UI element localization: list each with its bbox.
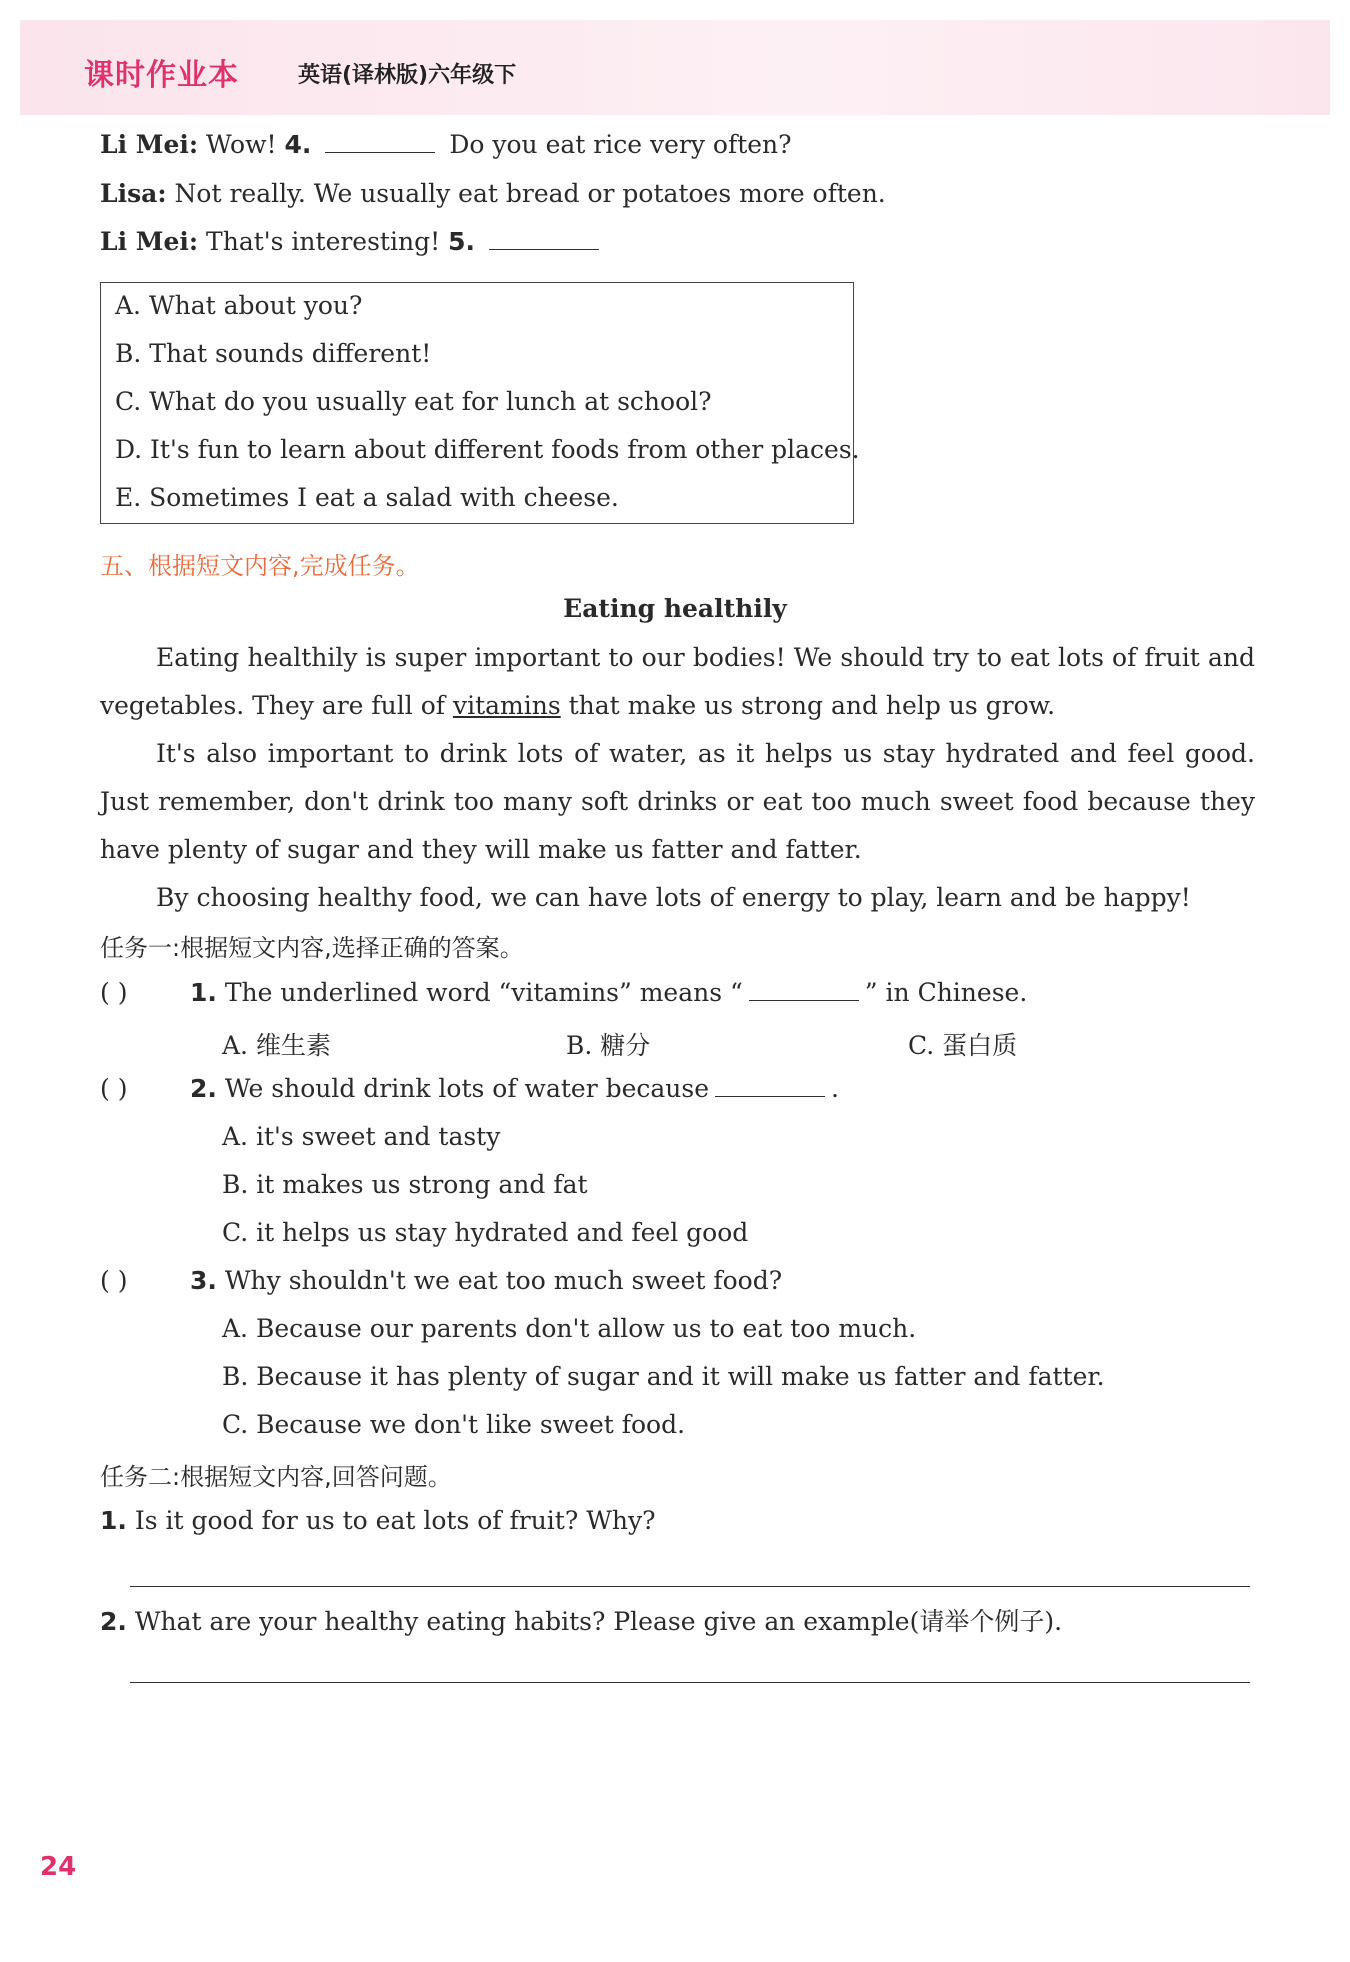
passage-text: Eating healthily is super important to our bodies! We should try to eat lots of fruit and vegetables. They are full of xyxy=(100,643,1255,720)
speaker-name: Li Mei: xyxy=(100,130,199,159)
options-box xyxy=(100,282,860,524)
option-e: E. Sometimes I eat a salad with cheese. xyxy=(115,483,619,512)
question-number: 2. xyxy=(100,1607,127,1636)
passage-paragraph-3: By choosing healthy food, we can have lots of energy to play, learn and be happy! xyxy=(156,883,1191,912)
passage xyxy=(100,634,1255,922)
task1-heading: 任务一:根据短文内容,选择正确的答案。 xyxy=(100,934,524,962)
passage-title: Eating healthily xyxy=(563,594,787,623)
dialogue-text: Do you eat rice very often? xyxy=(449,130,792,159)
question-text: What are your healthy eating habits? Please give an example(请举个例子). xyxy=(134,1607,1063,1636)
passage-text: that make us strong and help us grow. xyxy=(560,691,1056,720)
question-text: The underlined word “vitamins” means “ xyxy=(224,978,743,1007)
brand-title: 课时作业本 xyxy=(84,58,239,93)
page-number: 24 xyxy=(40,1852,77,1882)
dialogue-line-4 xyxy=(100,130,792,159)
q3-option-a: A. Because our parents don't allow us to eat too much. xyxy=(222,1314,917,1343)
option-a: A. What about you? xyxy=(115,291,363,320)
underlined-word: vitamins xyxy=(452,691,561,720)
q2-option-c: C. it helps us stay hydrated and feel good xyxy=(222,1218,749,1247)
question-text: Why shouldn't we eat too much sweet food? xyxy=(224,1266,783,1295)
question-number: 2. xyxy=(190,1074,217,1103)
answer-blank-q1[interactable] xyxy=(749,978,859,1001)
speaker-name: Li Mei: xyxy=(100,227,199,256)
option-d: D. It's fun to learn about different foods from other places. xyxy=(115,435,860,464)
answer-paren-2[interactable]: ( ) xyxy=(100,1074,128,1103)
question-number: 1. xyxy=(100,1506,127,1535)
answer-blank-4[interactable] xyxy=(325,130,435,153)
question-number: 3. xyxy=(190,1266,217,1295)
answer-line-1[interactable] xyxy=(130,1586,1250,1587)
question-1 xyxy=(190,978,1027,1007)
blank-number: 5. xyxy=(448,227,475,256)
passage-paragraph-2: It's also important to drink lots of water, as it helps us stay hydrated and feel good. Just remember, don't drink too many soft drinks or eat too much sweet food because they have plenty of sugar and they will make us fatter and fatter. xyxy=(100,739,1255,864)
q1-option-b: B. 糖分 xyxy=(566,1031,651,1060)
answer-paren-3[interactable]: ( ) xyxy=(100,1266,128,1295)
section-heading: 五、根据短文内容,完成任务。 xyxy=(100,552,420,580)
dialogue-text: Wow! xyxy=(206,130,277,159)
q1-option-a: A. 维生素 xyxy=(222,1031,331,1060)
q1-option-c: C. 蛋白质 xyxy=(908,1031,1018,1060)
dialogue-text: That's interesting! xyxy=(206,227,441,256)
passage-paragraph-1 xyxy=(100,634,1255,730)
question-number: 1. xyxy=(190,978,217,1007)
answer-blank-5[interactable] xyxy=(489,227,599,250)
subject-title: 英语(译林版)六年级下 xyxy=(298,63,517,88)
question-text: ” in Chinese. xyxy=(864,978,1028,1007)
answer-line-2[interactable] xyxy=(130,1682,1250,1683)
question-2 xyxy=(190,1074,839,1103)
q3-option-b: B. Because it has plenty of sugar and it will make us fatter and fatter. xyxy=(222,1362,1105,1391)
task2-heading: 任务二:根据短文内容,回答问题。 xyxy=(100,1463,452,1491)
option-c: C. What do you usually eat for lunch at school? xyxy=(115,387,712,416)
task2-question-1 xyxy=(100,1506,656,1535)
dialogue-line-5 xyxy=(100,227,605,256)
question-text: . xyxy=(831,1074,839,1103)
task2-question-2 xyxy=(100,1602,1062,1638)
question-text: Is it good for us to eat lots of fruit? Why? xyxy=(134,1506,656,1535)
answer-blank-q2[interactable] xyxy=(715,1074,825,1097)
speaker-name: Lisa: xyxy=(100,179,167,208)
option-b: B. That sounds different! xyxy=(115,339,432,368)
dialogue-line-lisa xyxy=(100,179,886,208)
answer-paren-1[interactable]: ( ) xyxy=(100,978,128,1007)
q3-option-c: C. Because we don't like sweet food. xyxy=(222,1410,686,1439)
q2-option-a: A. it's sweet and tasty xyxy=(222,1122,501,1151)
q2-option-b: B. it makes us strong and fat xyxy=(222,1170,588,1199)
dialogue-text: Not really. We usually eat bread or potatoes more often. xyxy=(174,179,886,208)
question-text: We should drink lots of water because xyxy=(224,1074,710,1103)
blank-number: 4. xyxy=(284,130,312,159)
question-3 xyxy=(190,1266,782,1295)
